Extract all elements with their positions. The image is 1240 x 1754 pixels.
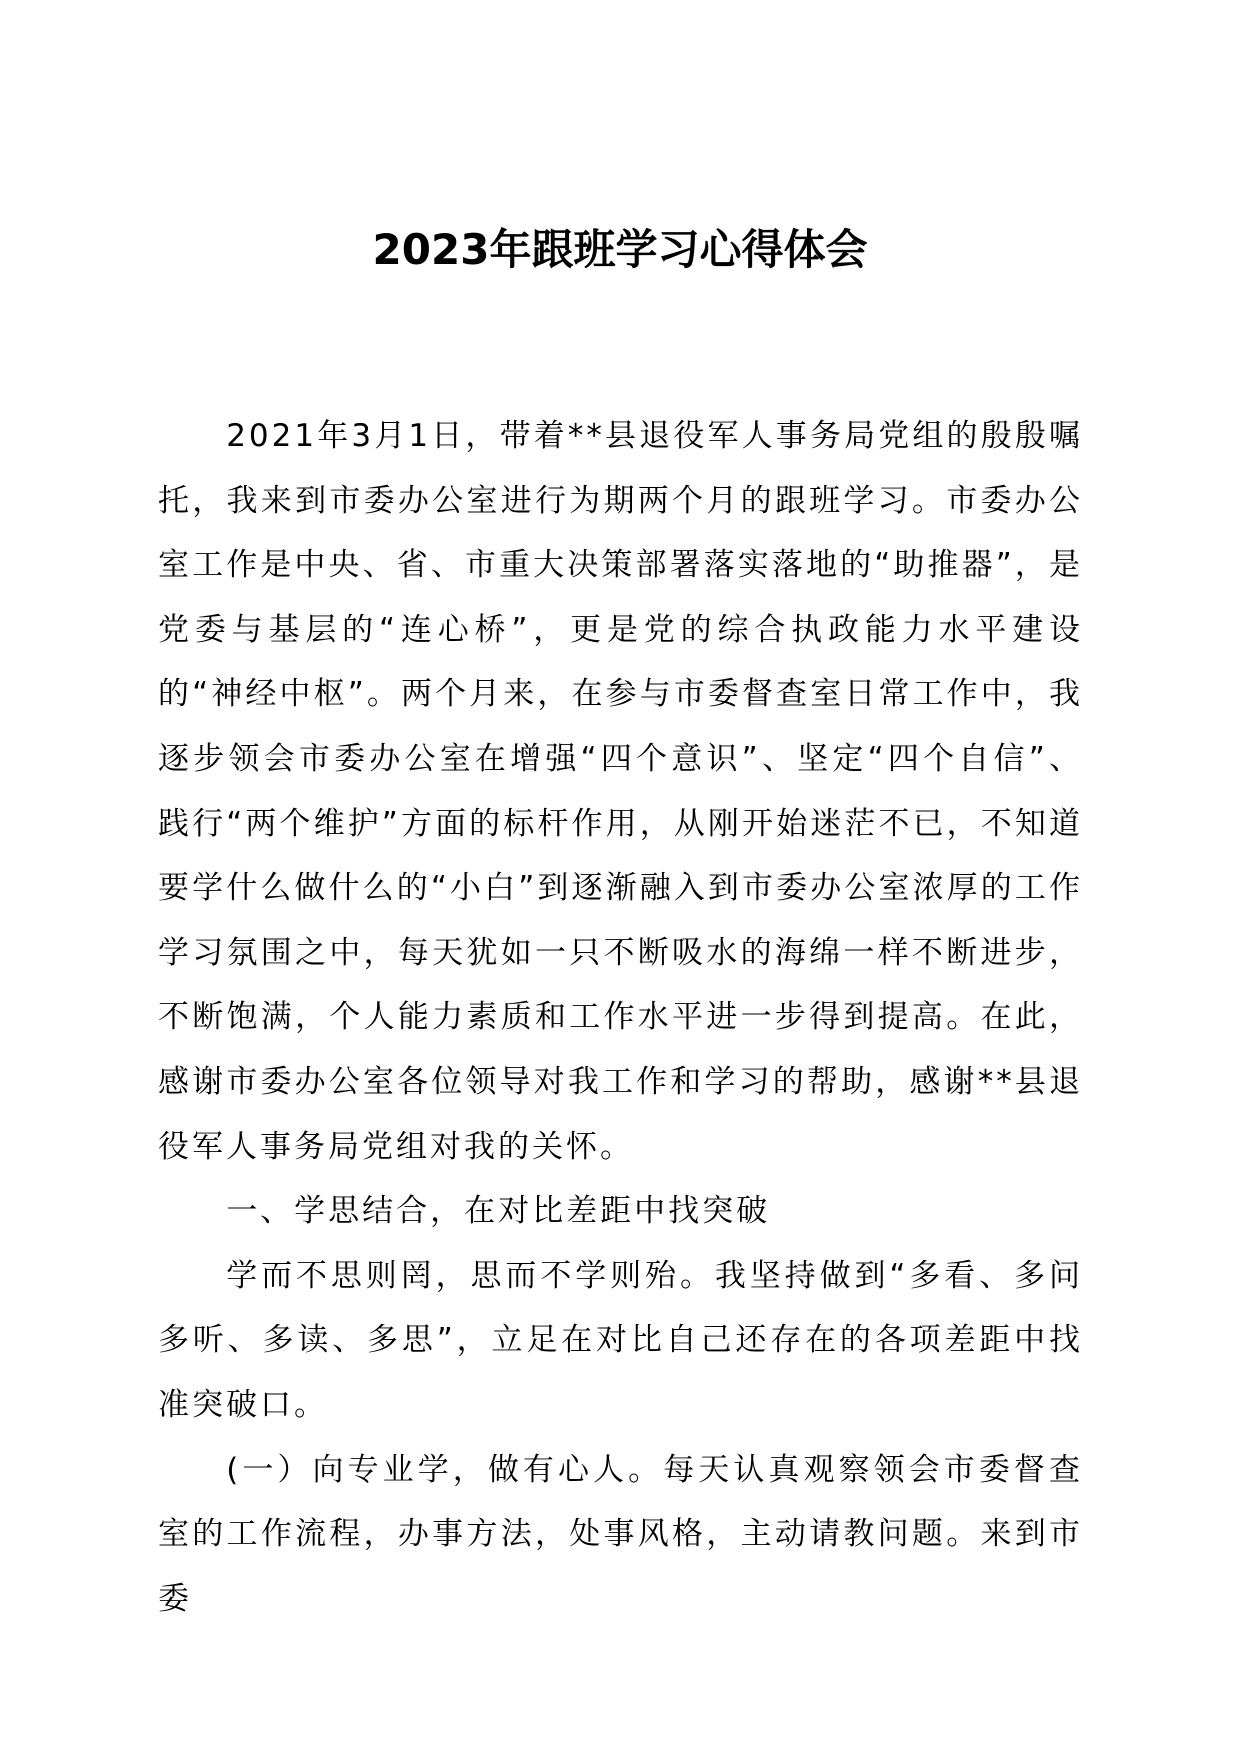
document-body bbox=[158, 404, 1083, 1631]
paragraph-intro: 2021年3月1日，带着**县退役军人事务局党组的殷殷嘱托，我来到市委办公室进行为期两个月的跟班学习。市委办公室工作是中央、省、市重大决策部署落实落地的“助推器”，是党委与基层的“连心桥”，更是党的综合执政能力水平建设的“神经中枢”。两个月来，在参与市委督查室日常工作中，我逐步领会市委办公室在增强“四个意识”、坚定“四个自信”、践行“两个维护”方面的标杆作用，从刚开始迷茫不已，不知道要学什么做什么的“小白”到逐渐融入到市委办公室浓厚的工作学习氛围之中，每天犹如一只不断吸水的海绵一样不断进步，不断饱满，个人能力素质和工作水平进一步得到提高。在此，感谢市委办公室各位领导对我工作和学习的帮助，感谢**县退役军人事务局党组对我的关怀。 bbox=[158, 418, 1083, 1165]
section-heading-1: 一、学思结合，在对比差距中找突破 bbox=[226, 1193, 771, 1230]
paragraph-subsection-1: (一）向专业学，做有心人。每天认真观察领会市委督查室的工作流程，办事方法，处事风格，主动请教问题。来到市委 bbox=[158, 1451, 1083, 1617]
document-title: 2023年跟班学习心得体会 bbox=[372, 225, 868, 274]
paragraph-section-1: 学而不思则罔，思而不学则殆。我坚持做到“多看、多问多听、多读、多思”，立足在对比自己还存在的各项差距中找准突破口。 bbox=[158, 1257, 1083, 1423]
